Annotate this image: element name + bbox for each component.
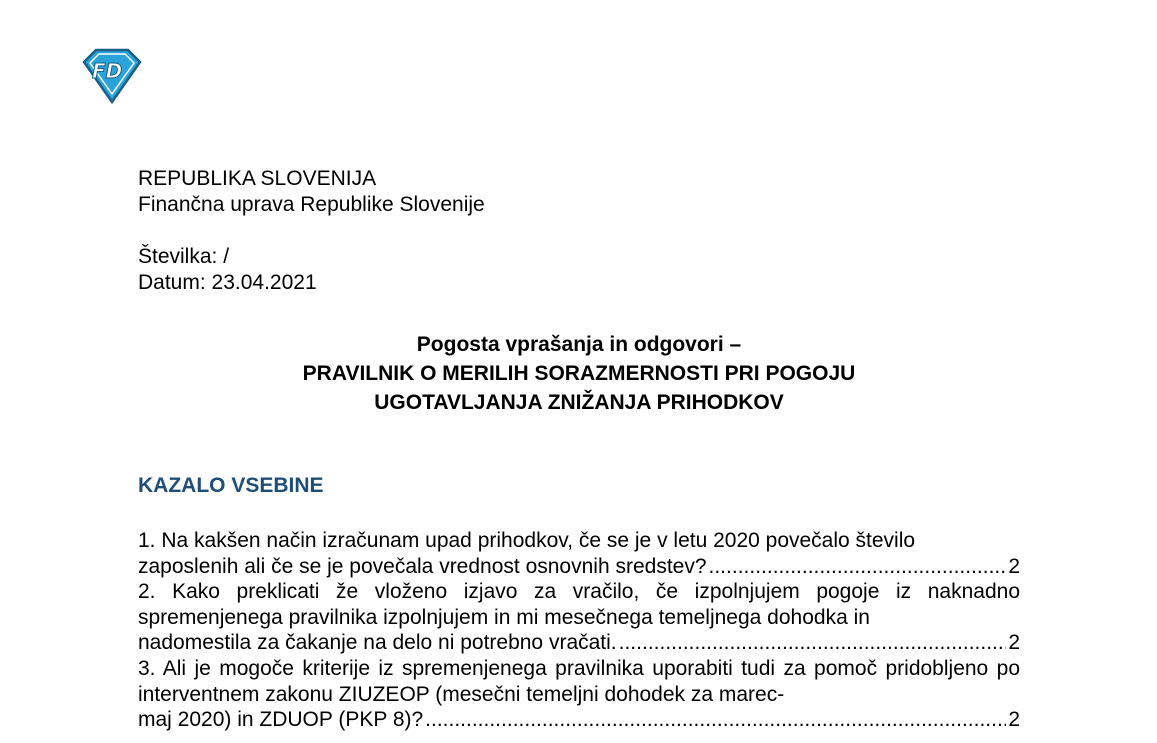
table-of-contents (138, 528, 1020, 733)
document-number: Številka: / (138, 245, 230, 268)
toc-leader-dots (425, 707, 1006, 733)
title-line-2: PRAVILNIK O MERILIH SORAZMERNOSTI PRI POGOJU (302, 362, 856, 385)
svg-text:FD: FD (92, 59, 123, 83)
document-date: Datum: 23.04.2021 (138, 271, 317, 294)
toc-page-number: 2 (1008, 708, 1020, 732)
document-title (138, 330, 1020, 417)
toc-page-number: 2 (1008, 631, 1020, 655)
toc-entry-text-end: nadomestila za čakanje na delo ni potrebno vračati. (138, 631, 617, 655)
issuer-country: REPUBLIKA SLOVENIJA (138, 167, 377, 190)
toc-entry-text: 2. Kako preklicati že vloženo izjavo za vračilo, če izpolnjujem pogoje iz naknadno spremenjenega pravilnika izpolnjujem in mi mesečnega temeljnega dohodka in (138, 580, 1020, 629)
toc-entry-last-line (138, 630, 1020, 656)
document-meta (138, 244, 317, 296)
issuer-block (138, 166, 485, 218)
issuer-office: Finančna uprava Republike Slovenije (138, 193, 485, 216)
toc-entry-text: 3. Ali je mogoče kriterije iz spremenjenega pravilnika uporabiti tudi za pomoč pridobljeno po interventnem zakonu ZIUZEOP (mesečni temeljni dohodek za marec- (138, 656, 1020, 706)
toc-entry-text-end: maj 2020) in ZDUOP (PKP 8)? (138, 708, 424, 732)
title-line-3: UGOTAVLJANJA ZNIŽANJA PRIHODKOV (374, 391, 784, 414)
toc-entry-last-line (138, 554, 1020, 580)
toc-leader-dots (709, 554, 1007, 580)
toc-entry-last-line (138, 707, 1020, 733)
toc-entry-text-end: zaposlenih ali če se je povečala vrednost osnovnih sredstev? (138, 554, 707, 578)
toc-entry-3[interactable] (138, 656, 1020, 733)
fu-logo-icon (76, 44, 148, 106)
toc-page-number: 2 (1008, 554, 1020, 578)
toc-entry-2[interactable] (138, 579, 1020, 656)
toc-heading: KAZALO VSEBINE (138, 474, 324, 497)
toc-entry-1[interactable] (138, 528, 1020, 579)
toc-leader-dots (619, 630, 1007, 656)
toc-entry-text: 1. Na kakšen način izračunam upad prihodkov, če se je v letu 2020 povečalo število (138, 529, 916, 552)
title-line-1: Pogosta vprašanja in odgovori – (416, 333, 742, 356)
